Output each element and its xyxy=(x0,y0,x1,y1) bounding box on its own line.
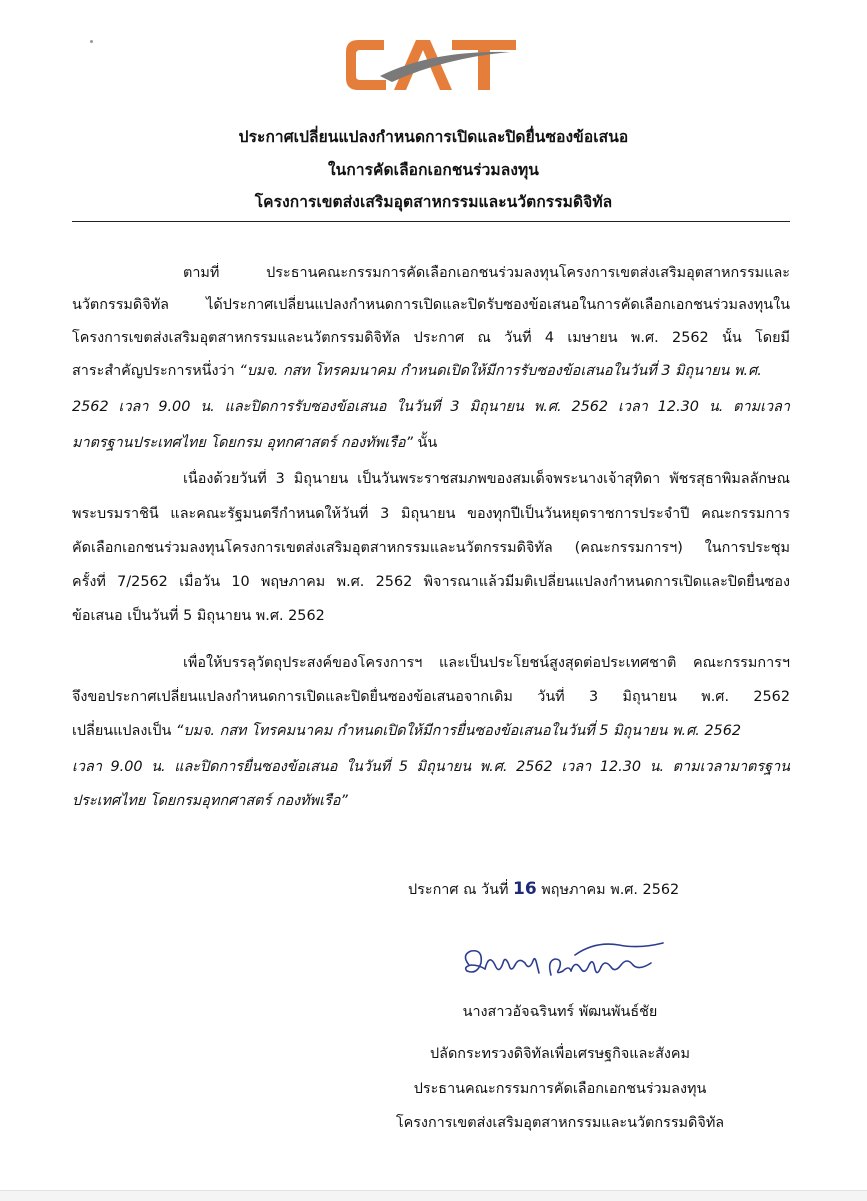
para1-line-4 xyxy=(72,361,790,381)
header-divider xyxy=(72,221,790,222)
para1-quote-start: “บมจ. กสท โทรคมนาคม กำหนดเปิดให้มีการรับซองข้อเสนอในวันที่ 3 มิถุนายน พ.ศ. xyxy=(239,363,762,379)
para2-line-4: ครั้งที่ 7/2562 เมื่อวัน 10 พฤษภาคม พ.ศ. 2562 พิจารณาแล้วมีมติเปลี่ยนแปลงกำหนดการเปิดและปิดยื่นซอง xyxy=(72,574,790,590)
para1-quote-end: มาตรฐานประเทศไทย โดยกรม อุทกศาสตร์ กองทัพเรือ” xyxy=(72,435,413,451)
para3-line-2: จึงขอประกาศเปลี่ยนแปลงกำหนดการเปิดและปิดยื่นซองข้อเสนอจากเดิม วันที่ 3 มิถุนายน พ.ศ. 2562 xyxy=(72,689,790,705)
signer-position-3: โครงการเขตส่งเสริมอุตสาหกรรมและนวัตกรรมดิจิทัล xyxy=(395,1115,725,1131)
date-prefix: ประกาศ ณ วันที่ xyxy=(408,882,509,898)
para3-line-1: เพื่อให้บรรลุวัตถุประสงค์ของโครงการฯ และเป็นประโยชน์สูงสุดต่อประเทศชาติ คณะกรรมการฯ xyxy=(183,655,790,671)
para2-line-2: พระบรมราชินี และคณะรัฐมนตรีกำหนดให้วันที่ 3 มิถุนายน ของทุกปีเป็นวันหยุดราชการประจำปี คณะกรรมการ xyxy=(72,506,790,522)
para3-line-3 xyxy=(72,721,790,741)
date-day: 16 xyxy=(513,879,537,899)
date-suffix: พฤษภาคม พ.ศ. 2562 xyxy=(541,882,680,898)
announcement-date xyxy=(408,878,679,901)
cat-logo xyxy=(340,32,522,100)
para2-line-5: ข้อเสนอ เป็นวันที่ 5 มิถุนายน พ.ศ. 2562 xyxy=(72,608,325,624)
para3-lead: เปลี่ยนแปลงเป็น xyxy=(72,723,172,739)
signer-position-2: ประธานคณะกรรมการคัดเลือกเอกชนร่วมลงทุน xyxy=(413,1081,707,1097)
signer-position-1: ปลัดกระทรวงดิจิทัลเพื่อเศรษฐกิจและสังคม xyxy=(429,1046,691,1062)
para2-line-1: เนื่องด้วยวันที่ 3 มิถุนายน เป็นวันพระราชสมภพของสมเด็จพระนางเจ้าสุทิดา พัชรสุธาพิมลลักษณ xyxy=(183,471,790,487)
signer-name: นางสาวอัจฉรินทร์ พัฒนพันธ์ชัย xyxy=(462,1004,658,1020)
title-line-1: ประกาศเปลี่ยนแปลงกำหนดการเปิดและปิดยื่นซองข้อเสนอ xyxy=(238,128,629,146)
handwritten-signature xyxy=(455,935,675,993)
title-line-2: ในการคัดเลือกเอกชนร่วมลงทุน xyxy=(327,161,540,179)
para3-quote-start: “บมจ. กสท โทรคมนาคม กำหนดเปิดให้มีการยื่นซองข้อเสนอในวันที่ 5 มิถุนายน พ.ศ. 2562 xyxy=(175,723,742,739)
page-bottom-edge xyxy=(0,1190,867,1201)
para1-tail: นั้น xyxy=(417,435,438,451)
scan-speck xyxy=(90,40,93,43)
para3-quote-end: ประเทศไทย โดยกรมอุทกศาสตร์ กองทัพเรือ” xyxy=(72,793,348,809)
title-line-3: โครงการเขตส่งเสริมอุตสาหกรรมและนวัตกรรมดิจิทัล xyxy=(254,193,613,211)
para1-lead: สาระสำคัญประการหนึ่งว่า xyxy=(72,363,235,379)
para1-quote-line-2: 2562 เวลา 9.00 น. และปิดการรับซองข้อเสนอ ในวันที่ 3 มิถุนายน พ.ศ. 2562 เวลา 12.30 น. ตามเวลา xyxy=(72,399,790,415)
para1-line-3: โครงการเขตส่งเสริมอุตสาหกรรมและนวัตกรรมดิจิทัล ประกาศ ณ วันที่ 4 เมษายน พ.ศ. 2562 นั้น โดยมี xyxy=(72,330,790,346)
para3-quote-line-2: เวลา 9.00 น. และปิดการยื่นซองข้อเสนอ ในวันที่ 5 มิถุนายน พ.ศ. 2562 เวลา 12.30 น. ตามเวลามาตรฐาน xyxy=(72,759,790,775)
para1-line-6 xyxy=(72,433,790,453)
para1-line-2: นวัตกรรมดิจิทัล ได้ประกาศเปลี่ยนแปลงกำหนดการเปิดและปิดรับซองข้อเสนอในการคัดเลือกเอกชนร่วมลงทุนใน xyxy=(72,297,790,313)
para1-line-1: ตามที่ ประธานคณะกรรมการคัดเลือกเอกชนร่วมลงทุนโครงการเขตส่งเสริมอุตสาหกรรมและ xyxy=(183,265,790,281)
para2-line-3: คัดเลือกเอกชนร่วมลงทุนโครงการเขตส่งเสริมอุตสาหกรรมและนวัตกรรมดิจิทัล (คณะกรรมการฯ) ในการประชุม xyxy=(72,540,790,556)
